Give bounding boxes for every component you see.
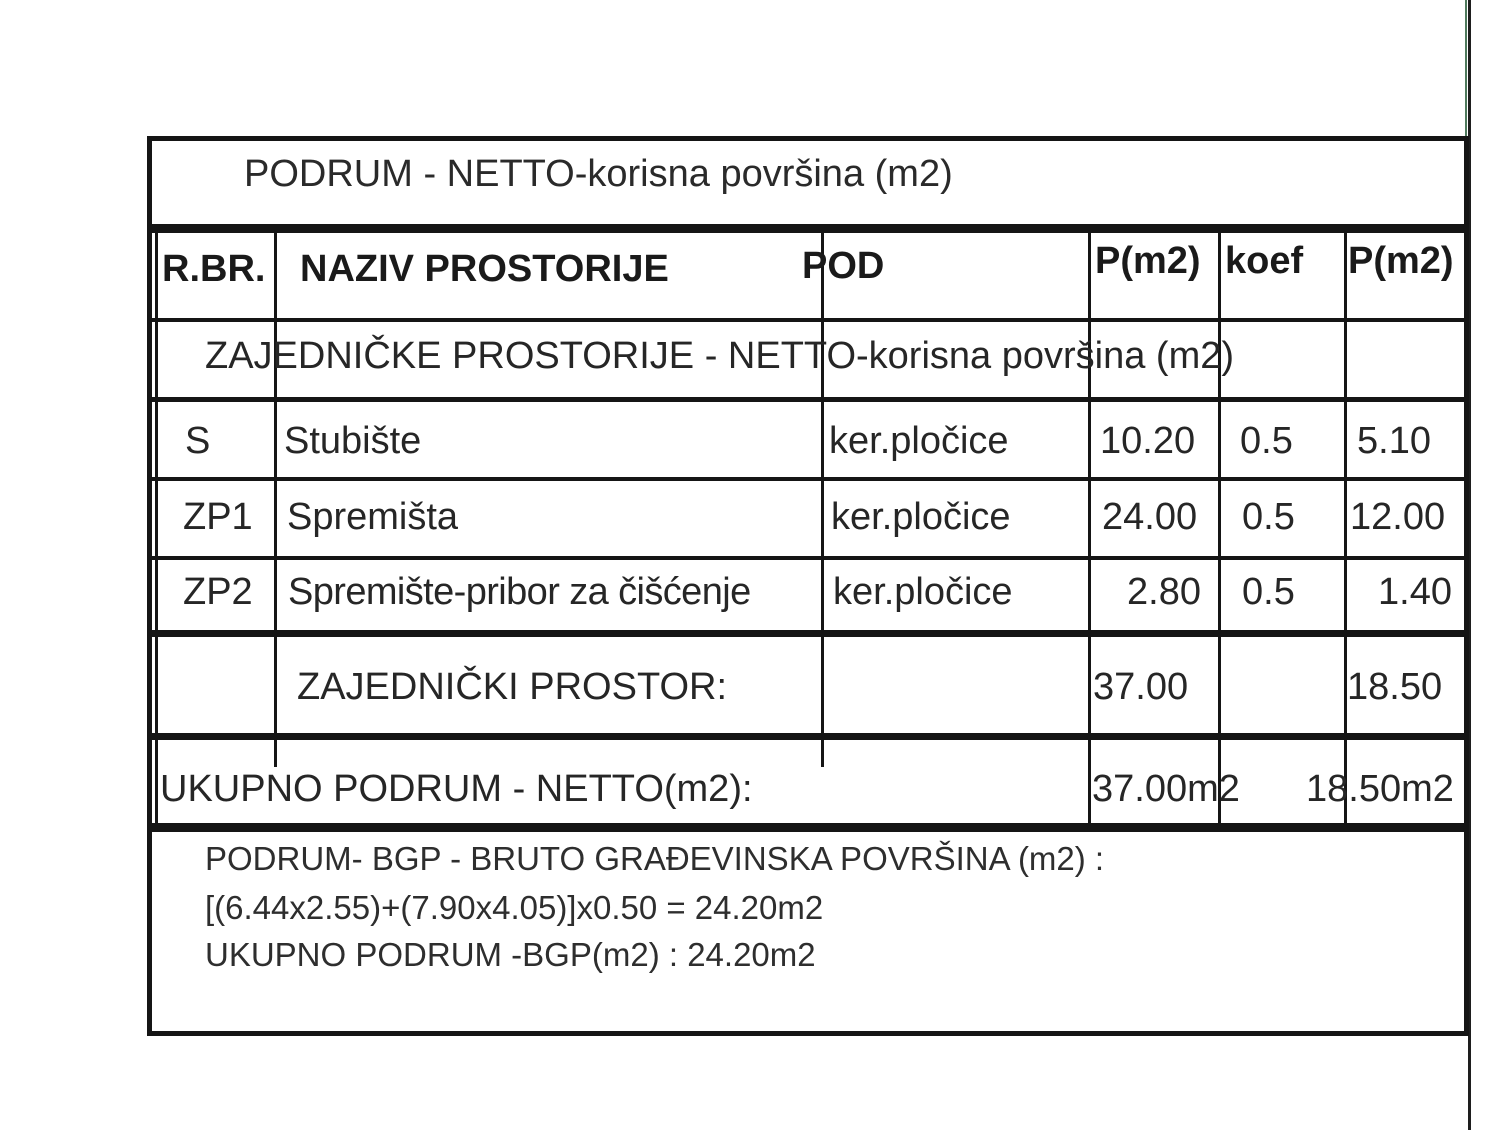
subtotal-p1: 37.00 <box>1093 666 1189 708</box>
header-naziv: NAZIV PROSTORIJE <box>300 248 669 290</box>
row-3-pod: ker.pločice <box>833 571 1013 613</box>
col-rule-left <box>155 232 158 827</box>
total-p2: 18.50m2 <box>1306 768 1454 810</box>
row-2-koef: 0.5 <box>1242 496 1295 538</box>
bgp-formula: [(6.44x2.55)+(7.90x4.05)]x0.50 = 24.20m2 <box>205 889 824 926</box>
table-title: PODRUM - NETTO-korisna površina (m2) <box>244 153 953 195</box>
row-2-p1: 24.00 <box>1102 496 1198 538</box>
row-1-p2: 5.10 <box>1357 420 1431 462</box>
row-3-p2: 1.40 <box>1378 571 1452 613</box>
bgp-total: UKUPNO PODRUM -BGP(m2) : 24.20m2 <box>205 936 816 973</box>
row-3-rbr: ZP2 <box>183 571 253 613</box>
col-rule-naziv <box>821 232 824 767</box>
row-1-koef: 0.5 <box>1240 420 1293 462</box>
rule-total <box>150 823 1468 832</box>
col-rule-rbr <box>274 232 277 767</box>
header-rbr: R.BR. <box>162 248 266 290</box>
row-3-naziv: Spremište-pribor za čišćenje <box>288 571 751 613</box>
col-rule-koef <box>1344 232 1347 827</box>
header-koef: koef <box>1225 240 1304 282</box>
row-3-koef: 0.5 <box>1242 571 1295 613</box>
row-3-p1: 2.80 <box>1127 571 1201 613</box>
header-p1: P(m2) <box>1095 240 1201 282</box>
row-1-pod: ker.pločice <box>829 420 1009 462</box>
section-label: ZAJEDNIČKE PROSTORIJE - NETTO-korisna površina (m2) <box>205 335 1235 377</box>
rule-row-3 <box>150 630 1468 637</box>
row-2-pod: ker.pločice <box>831 496 1011 538</box>
total-label: UKUPNO PODRUM - NETTO(m2): <box>160 768 753 810</box>
row-1-rbr: S <box>185 420 211 462</box>
header-p2: P(m2) <box>1348 240 1454 282</box>
rule-row-2 <box>150 556 1468 560</box>
header-pod: POD <box>802 245 885 287</box>
row-1-p1: 10.20 <box>1100 420 1196 462</box>
col-rule-pod <box>1088 232 1091 827</box>
bgp-heading: PODRUM- BGP - BRUTO GRAĐEVINSKA POVRŠINA (m2) : <box>205 840 1105 877</box>
rule-title-bottom <box>150 224 1468 233</box>
rule-row-1 <box>150 477 1468 481</box>
subtotal-p2: 18.50 <box>1347 666 1443 708</box>
page-edge-accent <box>1465 0 1467 140</box>
row-1-naziv: Stubište <box>284 420 422 462</box>
row-2-p2: 12.00 <box>1350 496 1446 538</box>
row-2-naziv: Spremišta <box>287 496 459 538</box>
total-p1: 37.00m2 <box>1092 768 1240 810</box>
col-rule-p1 <box>1218 232 1221 827</box>
rule-section-bottom <box>150 397 1468 402</box>
rule-subtotal <box>150 733 1468 740</box>
subtotal-label: ZAJEDNIČKI PROSTOR: <box>297 666 728 708</box>
rule-header-bottom <box>150 318 1468 322</box>
row-2-rbr: ZP1 <box>183 496 253 538</box>
